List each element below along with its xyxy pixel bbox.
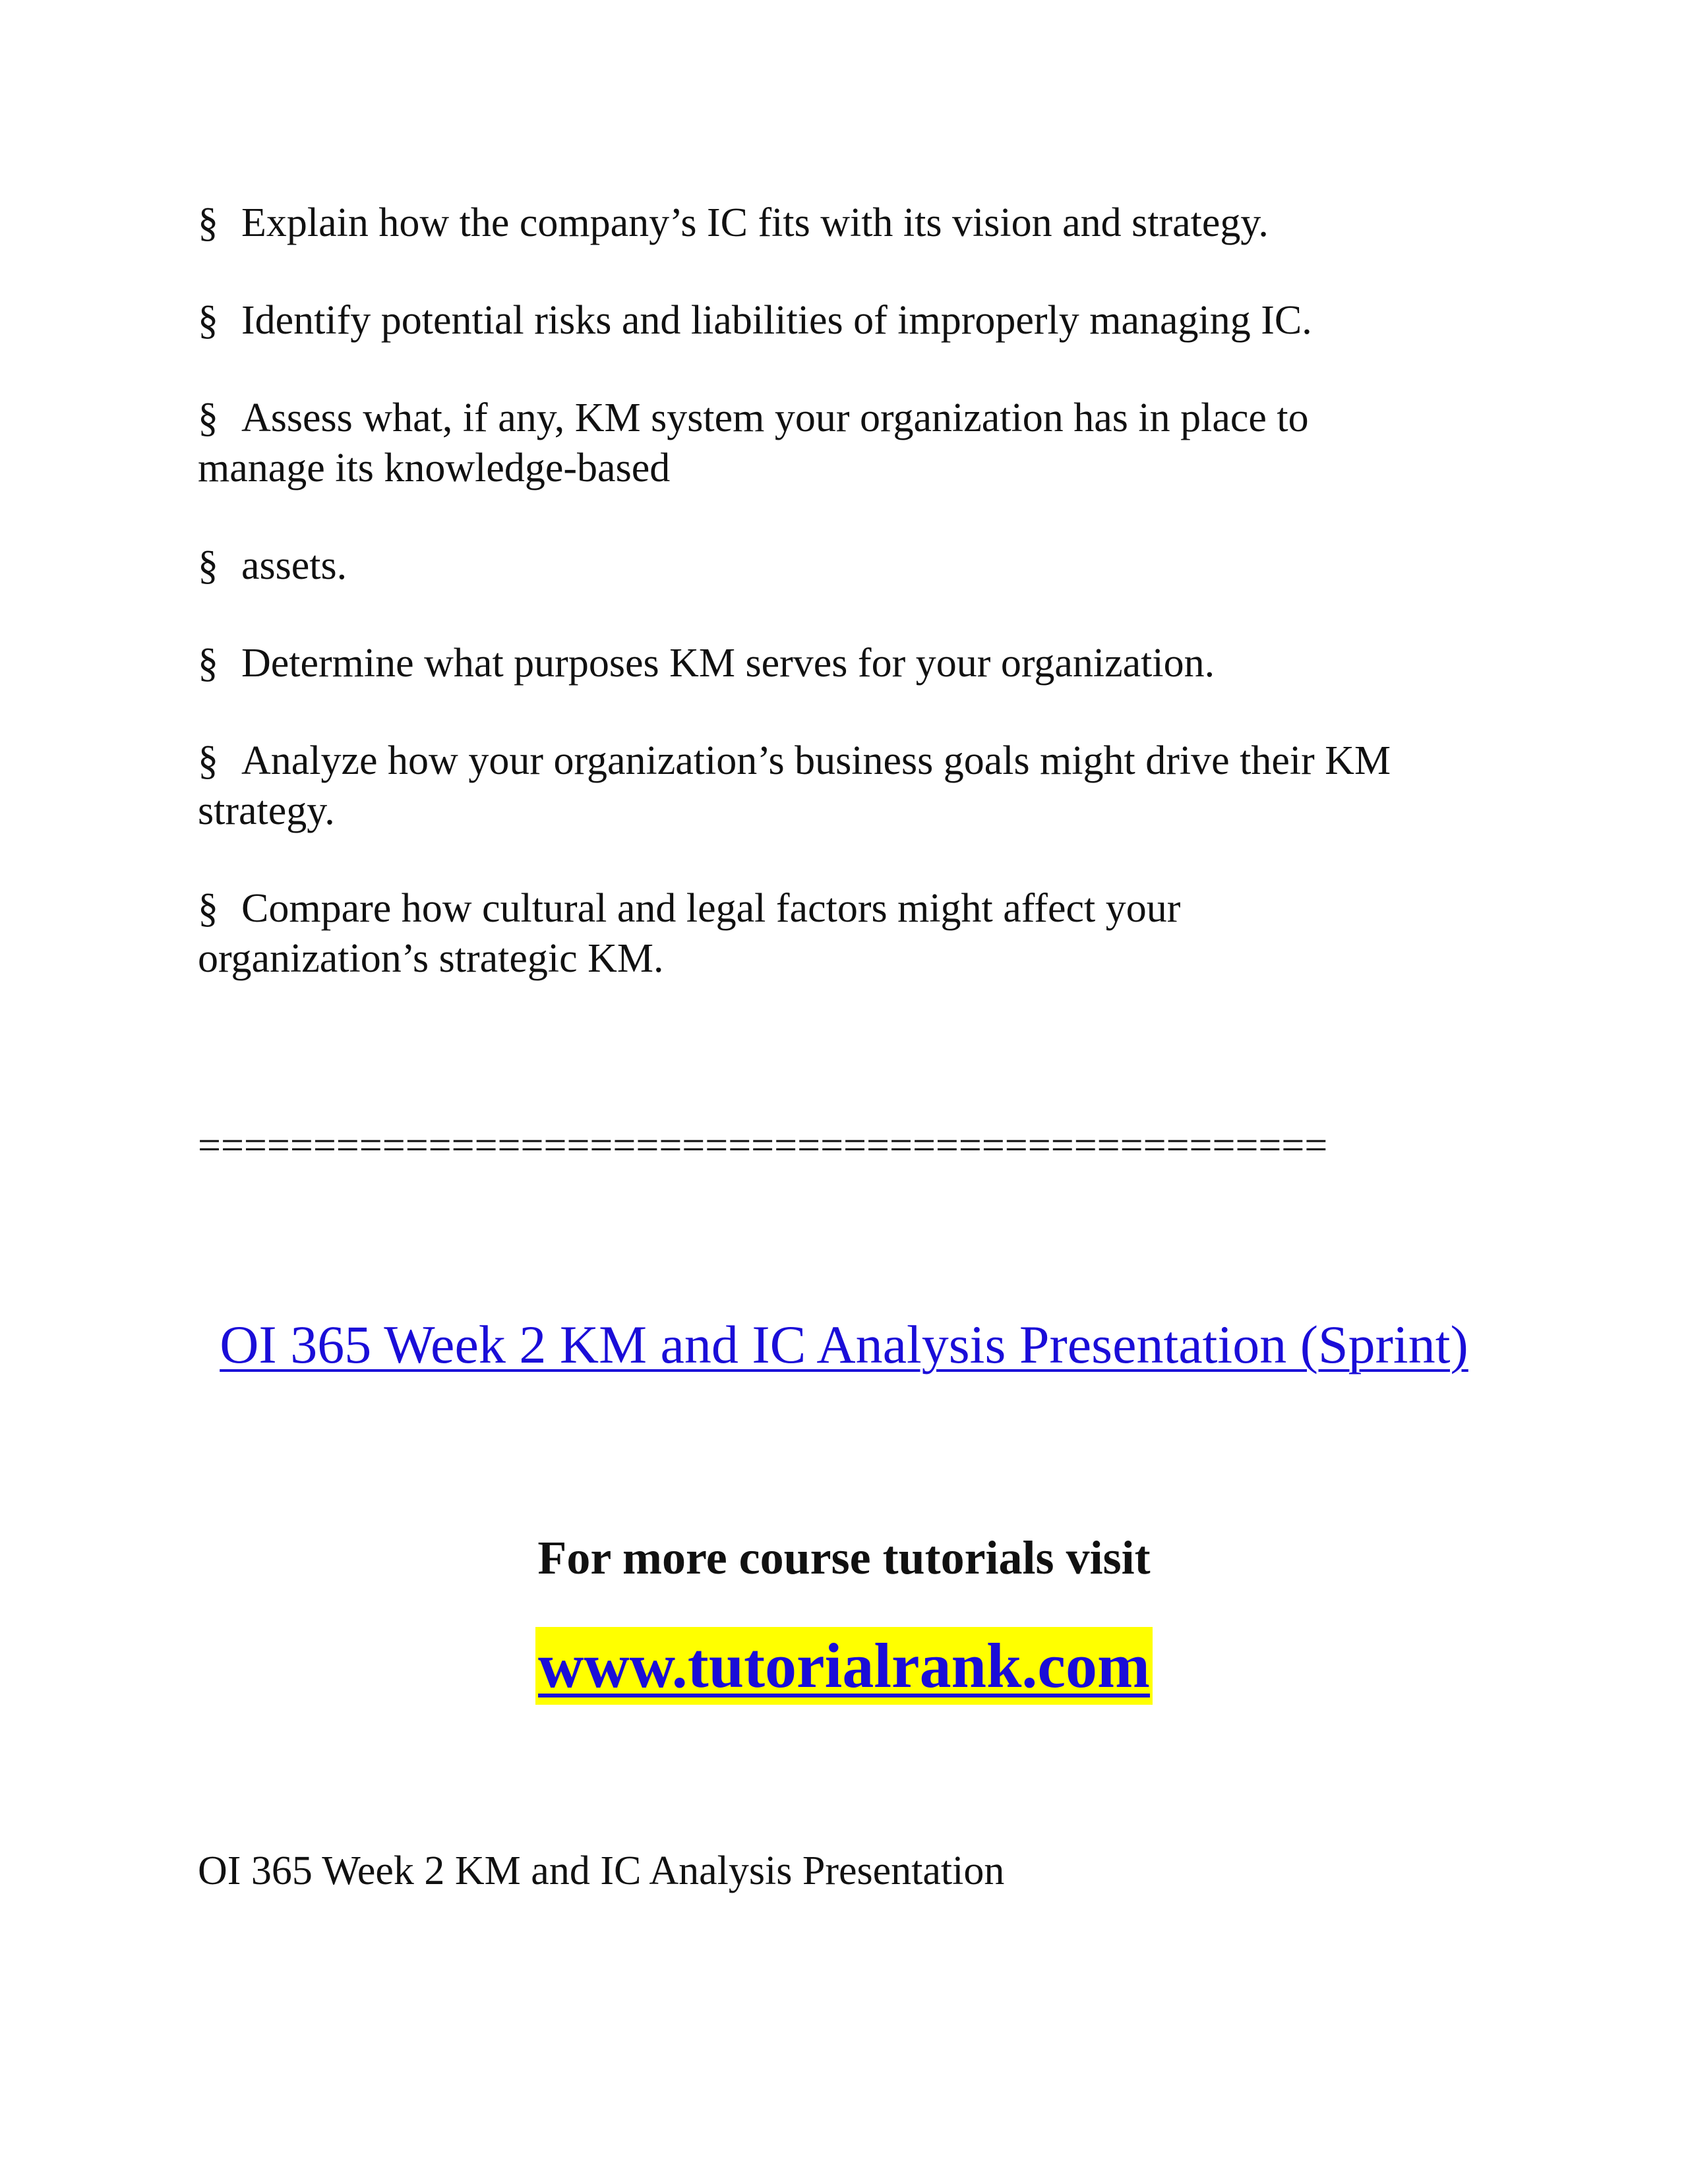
- site-link[interactable]: www.tutorialrank.com: [535, 1627, 1153, 1705]
- bullet-text: Explain how the company’s IC fits with its vision and strategy.: [241, 200, 1269, 245]
- bullet-text: Analyze how your organization’s business goals might drive their KM strategy.: [198, 738, 1391, 833]
- bullet-item: [198, 736, 1517, 836]
- bullet-item: [198, 295, 1530, 345]
- bullet-item: [198, 541, 1530, 591]
- bullet-text: Compare how cultural and legal factors might affect your organization’s strategic KM.: [198, 886, 1181, 981]
- more-tutorials-text: For more course tutorials visit: [537, 1531, 1151, 1584]
- bullet-text: Determine what purposes KM serves for your organization.: [241, 641, 1215, 686]
- site-link-wrapper: [0, 1627, 1688, 1705]
- course-link[interactable]: OI 365 Week 2 KM and IC Analysis Presentation (Sprint): [220, 1314, 1468, 1374]
- bullet-text: Identify potential risks and liabilities of improperly managing IC.: [241, 298, 1312, 343]
- divider-line: =================================================: [198, 1123, 1328, 1168]
- section-sign-icon: §: [198, 543, 218, 588]
- bullet-text: Assess what, if any, KM system your organization has in place to manage its knowledge-based: [198, 396, 1309, 490]
- section-sign-icon: §: [198, 298, 218, 343]
- section-sign-icon: §: [198, 738, 218, 783]
- section-sign-icon: §: [198, 396, 218, 440]
- bullet-list: [198, 198, 1530, 1031]
- bullet-text: assets.: [241, 543, 347, 588]
- section-sign-icon: §: [198, 886, 218, 931]
- section-sign-icon: §: [198, 641, 218, 686]
- bullet-item: [198, 638, 1530, 688]
- section-sign-icon: §: [198, 200, 218, 245]
- bullet-item: [198, 883, 1279, 984]
- footer-title: OI 365 Week 2 KM and IC Analysis Presentation: [198, 1848, 1005, 1893]
- bullet-item: [198, 198, 1530, 248]
- bullet-item: [198, 393, 1424, 493]
